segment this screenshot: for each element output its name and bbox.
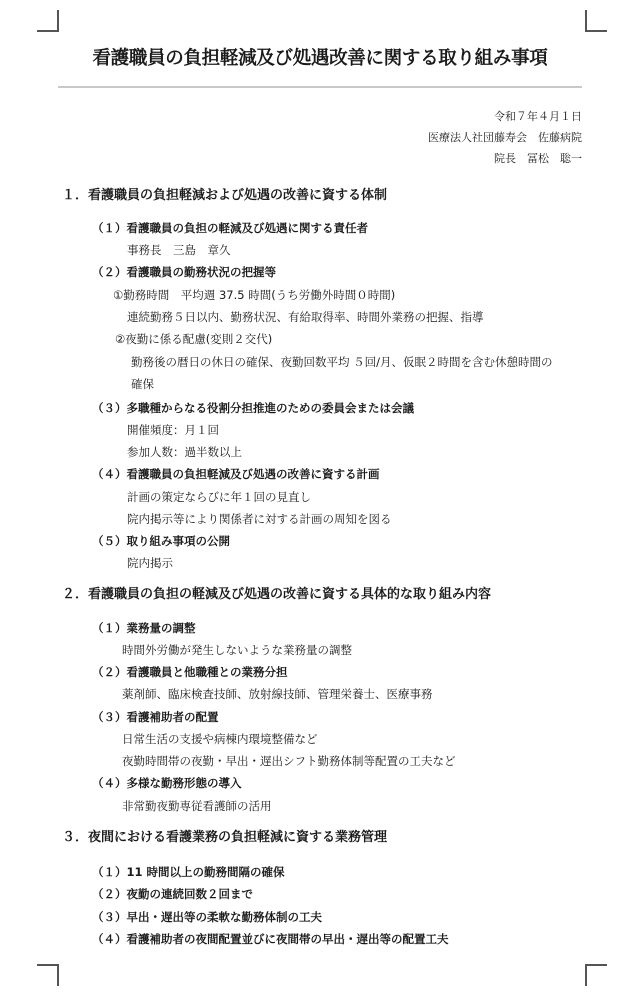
section-1-item-2: （２）看護職員の勤務状況の把握等 — [92, 265, 276, 279]
section-2-item-4-detail: 非常勤夜勤専従看護師の活用 — [122, 799, 272, 813]
section-3-item-2: （２）夜勤の連続回数２回まで — [92, 887, 253, 901]
section-2-item-3: （３）看護補助者の配置 — [92, 710, 219, 724]
section-2-item-2-detail: 薬剤師、臨床検査技師、放射線技師、管理栄養士、医療事務 — [122, 687, 433, 701]
section-1-item-5-detail: 院内掲示 — [127, 556, 173, 570]
signer-name: 院長 冨松 聡一 — [494, 152, 582, 165]
section-2-item-1-detail: 時間外労働が発生しないような業務量の調整 — [122, 643, 352, 657]
section-2-item-1: （１）業務量の調整 — [92, 621, 196, 635]
section-3-heading: ３．夜間における看護業務の負担軽減に資する業務管理 — [62, 830, 388, 845]
section-3-item-1: （１）11 時間以上の勤務間隔の確保 — [92, 865, 285, 879]
section-1-item-2-sub-2-detail-cont: 確保 — [131, 377, 154, 391]
section-1-item-1-detail: 事務長 三島 章久 — [127, 243, 231, 257]
document-title: 看護職員の負担軽減及び処遇改善に関する取り組み事項 — [92, 48, 548, 69]
section-1-item-3-detail-1: 開催頻度：月１回 — [127, 423, 219, 437]
title-divider — [58, 86, 582, 88]
organization-name: 医療法人社団藤寿会 佐藤病院 — [428, 131, 582, 144]
section-1-item-2-sub-2: ②夜勤に係る配慮(変則２交代) — [115, 332, 273, 346]
section-1-item-3-detail-2: 参加人数：過半数以上 — [127, 445, 242, 459]
document-meta — [322, 106, 582, 169]
section-1-item-4-detail-1: 計画の策定ならびに年１回の見直し — [127, 490, 311, 504]
section-3-item-4: （４）看護補助者の夜間配置並びに夜間帯の早出・遅出等の配置工夫 — [92, 932, 449, 946]
issue-date: 令和７年４月１日 — [494, 110, 582, 123]
section-1-item-3: （３）多職種からなる役割分担推進のための委員会または会議 — [92, 401, 414, 415]
section-1-item-2-sub-1-detail: 連続勤務５日以内、勤務状況、有給取得率、時間外業務の把握、指導 — [127, 310, 484, 324]
section-2-heading: ２．看護職員の負担の軽減及び処遇の改善に資する具体的な取り組み内容 — [62, 587, 492, 602]
section-2-item-4: （４）多様な勤務形態の導入 — [92, 776, 242, 790]
crop-mark-top-left — [37, 10, 59, 32]
section-1-heading: １．看護職員の負担軽減および処遇の改善に資する体制 — [62, 188, 388, 203]
section-1-item-2-sub-2-detail: 勤務後の暦日の休日の確保、夜勤回数平均 ５回/月、仮眠２時間を含む休憩時間の — [131, 355, 553, 369]
section-2-item-2: （２）看護職員と他職種との業務分担 — [92, 665, 288, 679]
section-1-item-2-sub-1: ①勤務時間 平均週 37.5 時間(うち労働外時間０時間) — [113, 288, 396, 302]
section-1-item-1: （１）看護職員の負担の軽減及び処遇に関する責任者 — [92, 221, 368, 235]
section-2-item-3-detail-2: 夜勤時間帯の夜勤・早出・遅出シフト勤務体制等配置の工夫など — [122, 754, 456, 768]
section-1-item-5: （５）取り組み事項の公開 — [92, 534, 230, 548]
section-1-item-4: （４）看護職員の負担軽減及び処遇の改善に資する計画 — [92, 467, 380, 481]
section-3-item-3: （３）早出・遅出等の柔軟な勤務体制の工夫 — [92, 910, 322, 924]
section-2-item-3-detail-1: 日常生活の支援や病棟内環境整備など — [122, 732, 318, 746]
crop-mark-top-right — [585, 10, 607, 32]
crop-mark-bottom-right — [585, 964, 607, 986]
section-1-item-4-detail-2: 院内掲示等により関係者に対する計画の周知を図る — [127, 512, 392, 526]
crop-mark-bottom-left — [37, 964, 59, 986]
